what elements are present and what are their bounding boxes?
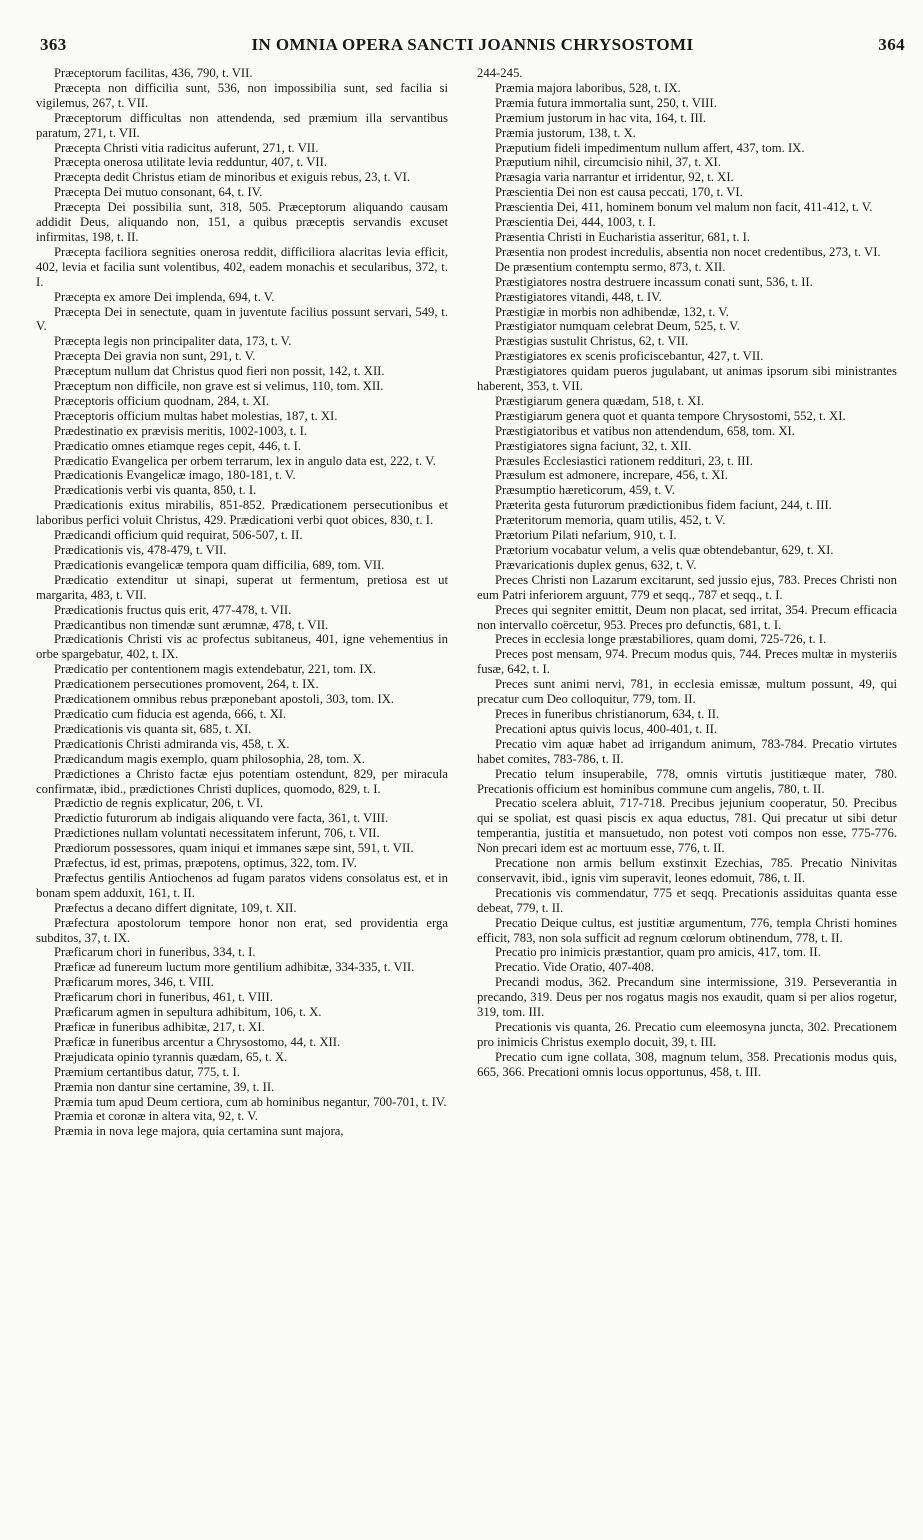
index-entry: Præcepta Dei in senectute, quam in juventute facilius possunt servari, 549, t. V.	[36, 304, 448, 334]
index-entry: Præceptum non difficile, non grave est si velimus, 110, tom. XII.	[54, 379, 384, 394]
index-entry: Præstigiatores quidam pueros jugulabant, ut animas ipsorum sibi ministrantes haberent, 353, t. VII.	[477, 364, 897, 394]
index-entry: Præsentia non prodest incredulis, absentia non nocet credentibus, 273, t. VI.	[495, 244, 881, 259]
index-entry: Præfectus, id est, primas, præpotens, optimus, 322, tom. IV.	[54, 856, 357, 871]
index-entry: Præcepta dedit Christus etiam de minoribus et exiguis rebus, 23, t. VI.	[54, 170, 411, 185]
index-entry: Precatio Deique cultus, est justitiæ argumentum, 776, templa Christi homines efficit, 783, non sola sufficit ad regnum cœlorum obtinendum, 778, t. II.	[477, 915, 897, 945]
index-entry: Prædictio futurorum ab indigais aliquando vere facta, 361, t. VIII.	[54, 811, 389, 826]
index-entry: Prædicantibus non timendæ sunt ærumnæ, 478, t. VII.	[54, 617, 329, 632]
index-entry: Prædicationis vis, 478-479, t. VII.	[54, 543, 227, 557]
index-entry: Preces Christi non Lazarum excitarunt, sed jussio ejus, 783. Preces Christi non eum Patri inferiorem arguunt, 779 et seqq., 787 et seqq., t. I.	[477, 572, 897, 602]
index-entry: Præsagia varia narrantur et irridentur, 92, t. XI.	[495, 170, 734, 185]
index-entry: Præcepta ex amore Dei implenda, 694, t. V.	[54, 289, 275, 304]
index-entry: Precatio cum igne collata, 308, magnum telum, 358. Precationis modus quis, 665, 366. Precationi omnis locus opportunus, 458, t. III.	[477, 1049, 897, 1079]
index-entry: Precationis vis quanta, 26. Precatio cum eleemosyna juncta, 302. Precationem pro inimicis Christus exemplo docuit, 39, t. III.	[477, 1020, 897, 1049]
index-entry: Præsentia Christi in Eucharistia asseritur, 681, t. I.	[495, 229, 750, 244]
index-entry: Præmia justorum, 138, t. X.	[495, 125, 636, 140]
index-entry: Præscientia Dei, 411, hominem bonum vel malum non facit, 411-412, t. V.	[495, 200, 873, 215]
index-entry: Prædicationis Evangelicæ imago, 180-181, t. V.	[54, 468, 296, 483]
index-entry: Præcepta non difficilia sunt, 536, non impossibilia sunt, sed facilia si vigilemus, 267, t. VII.	[36, 80, 448, 110]
index-entry: Præmia et coronæ in altera vita, 92, t. V.	[54, 1109, 258, 1124]
index-entry: Præputium nihil, circumcisio nihil, 37, t. XI.	[495, 155, 721, 170]
index-entry: Præceptoris officium multas habet molestias, 187, t. XI.	[54, 408, 338, 423]
index-entry: Precationis vis commendatur, 775 et seqq. Precationis assiduitas quanta esse debeat, 779, t. II.	[477, 885, 897, 915]
index-entry: Prædicationis Christi vis ac profectus subitaneus, 401, igne vehementius in orbe spargebatur, 402, t. IX.	[36, 632, 448, 662]
index-entry: Prædiorum possessores, quam iniqui et immanes sæpe sint, 591, t. VII.	[54, 841, 414, 856]
index-entry: Precatio scelera abluit, 717-718. Precibus jejunium cooperatur, 50. Precibus qui se spoliat, est quasi piscis ex aqua eductus, 781. Qui precatur ut sibi detur temperantia, justitia et mansuetudo, non potest voti compos non esse, 775-776. Non precari idem est ac mortuum esse, 776, t. II.	[477, 796, 897, 856]
index-entry: Præstigiæ in morbis non adhibendæ, 132, t. V.	[495, 304, 729, 319]
running-title: IN OMNIA OPERA SANCTI JOANNIS CHRYSOSTOMI	[251, 35, 694, 54]
index-entry: Præstigiarum genera quot et quanta tempore Chrysostomi, 552, t. XI.	[495, 408, 846, 423]
index-entry: Preces in ecclesia longe præstabiliores, quam domi, 725-726, t. I.	[495, 632, 827, 647]
index-entry: Præceptum nullum dat Christus quod fieri non possit, 142, t. XII.	[54, 364, 385, 379]
index-entry: Precandi modus, 362. Precandum sine intermissione, 319. Perseverantia in precando, 319. Deus per nos rogatus magis nos exaudit, quam si per alios rogetur, 319, tom. III.	[477, 975, 897, 1020]
index-column-right	[477, 66, 897, 1080]
page-number-left: 363	[40, 35, 67, 54]
index-entry: Precationi aptus quivis locus, 400-401, t. II.	[495, 721, 718, 736]
index-entry: Præjudicata opinio tyrannis quædam, 65, t. X.	[54, 1049, 288, 1064]
index-entry: Præfectura apostolorum tempore honor non erat, sed providentia erga subditos, 37, t. IX.	[36, 915, 448, 945]
index-entry: Prædicatio cum fiducia est agenda, 666, t. XI.	[54, 706, 287, 721]
index-entry: Precatio telum insuperabile, 778, omnis virtutis justitiæque mater, 780. Precationis officium est hominibus commune cum angelis, 780, t. II.	[477, 766, 897, 796]
index-entry: Præficarum mores, 346, t. VIII.	[54, 975, 214, 990]
index-entry: Præceptorum difficultas non attendenda, sed præmium illa servantibus paratum, 271, t. VII.	[36, 110, 448, 140]
index-entry: Prætorium vocabatur velum, a velis quæ obtendebantur, 629, t. XI.	[495, 543, 834, 557]
index-entry: Præputium fideli impedimentum nullum affert, 437, tom. IX.	[495, 140, 805, 155]
index-entry: Præsumptio hæreticorum, 459, t. V.	[495, 483, 675, 498]
index-entry: Prætorium Pilati nefarium, 910, t. I.	[495, 528, 677, 543]
index-entry: Prædicationem omnibus rebus præponebant apostoli, 303, tom. IX.	[54, 692, 395, 707]
index-entry: Præterita gesta futurorum prædictionibus fidem faciunt, 244, t. III.	[495, 498, 832, 513]
index-entry: Præscientia Dei, 444, 1003, t. I.	[495, 215, 656, 230]
index-entry: Præcepta Christi vitia radicitus auferunt, 271, t. VII.	[54, 140, 319, 155]
index-entry: Præstigiatoribus et vatibus non attendendum, 658, tom. XI.	[495, 423, 795, 438]
index-entry: Prædicatio Evangelica per orbem terrarum, lex in angulo data est, 222, t. V.	[54, 453, 436, 468]
index-entry: Prædicationis Christi admiranda vis, 458, t. X.	[54, 736, 290, 751]
page-number-right: 364	[878, 35, 905, 54]
index-column-left	[36, 66, 448, 1139]
index-entry: Præcepta Dei mutuo consonant, 64, t. IV.	[54, 185, 263, 200]
index-entry: Prædicationis exitus mirabilis, 851-852. Prædicationem persecutionibus et laboribus perfici voluit Christus, 429. Prædicationi verbi quot obices, 830, t. I.	[36, 498, 448, 528]
index-entry: Preces sunt animi nervi, 781, in ecclesia emissæ, multum possunt, 49, qui precatur cum Deo colloquitur, 779, tom. II.	[477, 677, 897, 707]
index-entry: Præcepta faciliora segnities onerosa reddit, difficiliora alacritas levia efficit, 402, levia et facilia sunt volentibus, 402, eadem monachis et secularibus, 372, t. I.	[36, 244, 448, 289]
index-entry: Præficæ in funeribus adhibitæ, 217, t. XI.	[54, 1020, 265, 1034]
index-entry: Præsulum est admonere, increpare, 456, t. XI.	[495, 468, 728, 483]
index-entry: Præstigiator numquam celebrat Deum, 525, t. V.	[495, 319, 740, 334]
index-entry: Præmia futura immortalia sunt, 250, t. VIII.	[495, 95, 717, 110]
index-entry: Prædicationis verbi vis quanta, 850, t. I.	[54, 483, 257, 498]
index-entry: Præceptoris officium quodnam, 284, t. XI.	[54, 393, 270, 408]
index-entry: Præficæ ad funereum luctum more gentilium adhibitæ, 334-335, t. VII.	[54, 960, 415, 975]
index-entry: Præstigiatores signa faciunt, 32, t. XII.	[495, 438, 692, 453]
index-entry: Præficarum chori in funeribus, 461, t. VIII.	[54, 990, 273, 1005]
index-entry: De præsentium contemptu sermo, 873, t. XII.	[495, 259, 726, 274]
index-entry: Preces post mensam, 974. Precum modus quis, 744. Preces multæ in mysteriis fusæ, 642, t. I.	[477, 647, 897, 677]
index-entry: Præmia non dantur sine certamine, 39, t. II.	[54, 1079, 275, 1094]
index-entry: Præficarum chori in funeribus, 334, t. I.	[54, 945, 256, 960]
index-entry: Preces in funeribus christianorum, 634, t. II.	[495, 706, 720, 721]
index-entry: Prædictiones nullam voluntati necessitatem inferunt, 706, t. VII.	[54, 826, 380, 841]
index-entry: Præmium justorum in hac vita, 164, t. III.	[495, 110, 707, 125]
page-header	[40, 32, 905, 58]
index-entry: Præfectus a decano differt dignitate, 109, t. XII.	[54, 900, 297, 915]
index-entry: Præmia in nova lege majora, quia certamina sunt majora,	[54, 1124, 344, 1139]
index-entry: Prædicationis vis quanta sit, 685, t. XI.	[54, 721, 252, 736]
index-entry: Prædicatio omnes etiamque reges cepit, 446, t. I.	[54, 438, 301, 453]
index-entry: Prædicandum magis exemplo, quam philosophia, 28, tom. X.	[54, 751, 365, 766]
index-entry: Præfectus gentilis Antiochenos ad fugam paratos videns consolatus est, et in bonam spem adduxit, 161, t. II.	[36, 870, 448, 900]
index-entry: Præficarum agmen in sepultura adhibitum, 106, t. X.	[54, 1005, 322, 1020]
index-entry: Præficæ in funeribus arcentur a Chrysostomo, 44, t. XII.	[54, 1034, 341, 1049]
index-entry: Prædicationis evangelicæ tempora quam difficilia, 689, tom. VII.	[54, 557, 385, 572]
index-entry: Prædicatio extenditur ut sinapi, superat ut fermentum, pretiosa est ut margarita, 483, t. VII.	[36, 572, 448, 602]
index-entry: Prædictiones a Christo factæ ejus potentiam ostendunt, 829, per miracula confirmatæ, ibid., prædictiones Christi duplices, quomodo, 829, t. I.	[36, 766, 448, 796]
index-entry: Prædicandi officium quid requirat, 506-507, t. II.	[54, 528, 303, 543]
index-entry: Præcepta Dei possibilia sunt, 318, 505. Præceptorum aliquando causam addidit Deus, aliquando non, 151, a quibus præceptis servandis excuset infirmitas, 198, t. II.	[36, 200, 448, 244]
index-entry: Precatio pro inimicis præstantior, quam pro amicis, 417, tom. II.	[495, 945, 821, 960]
index-entry: Prædicationem persecutiones promovent, 264, t. IX.	[54, 677, 319, 692]
index-entry: Præcepta onerosa utilitate levia redduntur, 407, t. VII.	[54, 155, 328, 170]
index-entry: Præmia tum apud Deum certiora, cum ab hominibus negantur, 700-701, t. IV.	[54, 1094, 447, 1109]
continued-entry: 244-245.	[477, 66, 523, 80]
index-entry: Præmium certantibus datur, 775, t. I.	[54, 1064, 240, 1079]
index-entry: Prædictio de regnis explicatur, 206, t. VI.	[54, 796, 264, 811]
index-entry: Præsules Ecclesiastici rationem reddituri, 23, t. III.	[495, 453, 753, 468]
index-entry: Præceptorum facilitas, 436, 790, t. VII.	[54, 66, 253, 80]
index-entry: Præstigiatores nostra destruere incassum conati sunt, 536, t. II.	[495, 274, 813, 289]
index-entry: Prædicatio per contentionem magis extendebatur, 221, tom. IX.	[54, 662, 376, 677]
index-entry: Preces qui segniter emittit, Deum non placat, sed irritat, 354. Precum efficacia non intervallo coërcetur, 953. Preces pro defunctis, 681, t. I.	[477, 602, 897, 632]
index-entry: Præscientia Dei non est causa peccati, 170, t. VI.	[495, 185, 743, 200]
index-entry: Præstigias sustulit Christus, 62, t. VII.	[495, 334, 689, 349]
index-entry: Prævaricationis duplex genus, 632, t. V.	[495, 557, 697, 572]
index-entry: Præstigiarum genera quædam, 518, t. XI.	[495, 393, 704, 408]
index-entry: Prædestinatio ex prævisis meritis, 1002-1003, t. I.	[54, 423, 308, 438]
index-entry: Præteritorum memoria, quam utilis, 452, t. V.	[495, 513, 726, 528]
index-entry: Precatio vim aquæ habet ad irrigandum animum, 783-784. Precatio virtutes habet comites, 783-786, t. II.	[477, 736, 897, 766]
index-entry: Præstigiatores vitandi, 448, t. IV.	[495, 289, 662, 304]
index-entry: Precatio. Vide Oratio, 407-408.	[495, 960, 654, 975]
index-entry: Precatione non armis bellum exstinxit Ezechias, 785. Precatio Ninivitas conservavit, ibid., ignis vim superavit, leones edomuit, 786, t. II.	[477, 856, 897, 885]
index-entry: Prædicationis fructus quis erit, 477-478, t. VII.	[54, 602, 292, 617]
index-entry: Præmia majora laboribus, 528, t. IX.	[495, 80, 681, 95]
index-entry: Præcepta legis non principaliter data, 173, t. V.	[54, 334, 292, 349]
index-entry: Præstigiatores ex scenis proficiscebantur, 427, t. VII.	[495, 349, 764, 364]
index-entry: Præcepta Dei gravia non sunt, 291, t. V.	[54, 349, 256, 364]
